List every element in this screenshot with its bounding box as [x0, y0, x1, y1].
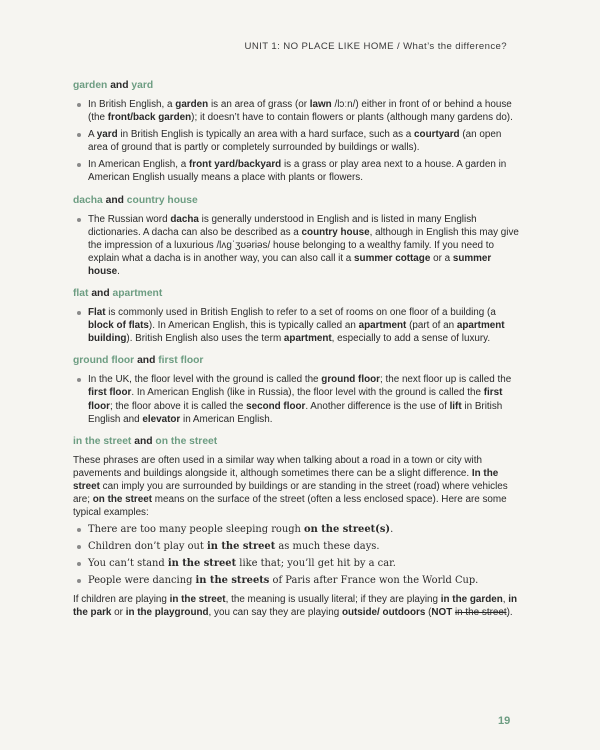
outro-paragraph — [73, 593, 521, 619]
text-run: in British English and — [88, 400, 503, 425]
text-run: and — [131, 435, 156, 447]
text-run: ). In American English, this is typically called an — [148, 320, 359, 332]
section-title — [73, 194, 521, 207]
section-flat-apartment — [73, 287, 521, 345]
text-run: , you can say they are playing — [208, 606, 342, 618]
section-title — [73, 287, 521, 300]
text-run: In British English, a — [88, 99, 176, 110]
text-run: in American English. — [180, 413, 273, 425]
keyword-term: on the street — [155, 435, 218, 447]
page-content — [73, 79, 521, 619]
bold-term: in the street — [169, 593, 226, 605]
keyword-term: first floor — [158, 355, 204, 367]
text-run: In the UK, the floor level with the ground is called the — [88, 374, 322, 386]
text-run: is an area of grass (or — [208, 99, 310, 110]
section-title — [73, 354, 521, 367]
list-item — [73, 574, 521, 587]
bold-term: outside/ outdoors — [341, 606, 426, 618]
text-run: , especially to add a sense of luxury. — [331, 333, 491, 345]
text-run: People were dancing — [88, 575, 196, 587]
text-run: , — [502, 593, 509, 605]
bold-term: country house — [301, 226, 370, 238]
text-run: or a — [430, 252, 453, 264]
section-garden-yard — [73, 79, 521, 185]
bold-term: NOT — [431, 606, 453, 618]
text-run: The Russian word — [88, 213, 171, 225]
bold-term: yard — [96, 129, 118, 141]
keyword-term: dacha — [73, 194, 103, 206]
bold-term: on the street(s) — [304, 524, 391, 536]
bold-term: front/back garden — [107, 112, 192, 124]
text-run: or — [111, 606, 126, 618]
text-run: , the meaning is usually literal; if they are playing — [225, 593, 441, 605]
keyword-term: garden — [73, 80, 108, 91]
bold-term: in the street — [207, 541, 276, 553]
bold-term: front yard/backyard — [189, 159, 282, 171]
bold-term: summer cottage — [354, 252, 431, 264]
keyword-term: apartment — [112, 288, 163, 300]
bullet-list — [73, 98, 521, 185]
bullet-list — [73, 306, 521, 345]
section-ground-first-floor — [73, 354, 521, 425]
bold-term: first floor — [88, 387, 503, 412]
bold-term: In the street — [73, 467, 499, 492]
text-run: and — [107, 80, 132, 91]
bold-term: in the garden — [440, 593, 503, 605]
text-run: A — [88, 129, 97, 141]
list-item — [73, 523, 521, 536]
list-item — [73, 213, 521, 278]
keyword-term: country house — [126, 194, 198, 206]
section-title — [73, 79, 521, 92]
keyword-term: yard — [131, 80, 154, 91]
bullet-list — [73, 213, 521, 278]
bold-term: apartment — [358, 320, 407, 332]
keyword-term: flat — [73, 288, 89, 300]
list-item — [73, 158, 521, 184]
bold-term: block of flats — [88, 320, 149, 332]
text-run: ; the floor above it is called the — [109, 400, 247, 412]
text-run: and — [134, 355, 159, 367]
text-run: . — [117, 265, 120, 277]
text-run: /lɔːn/) either in front of or behind a house (the — [88, 99, 512, 124]
bold-term: Flat — [88, 307, 106, 319]
text-run: ). British English also uses the term — [126, 333, 284, 345]
bold-term: on the street — [92, 493, 153, 505]
bold-term: in the street — [167, 558, 237, 570]
bold-term: in the playground — [125, 606, 209, 618]
text-run: ; the next floor up is called the — [379, 374, 512, 386]
bold-term: in the park — [73, 593, 518, 618]
text-run: (part of an — [406, 320, 457, 332]
text-run: and — [102, 194, 127, 206]
keyword-term: in the street — [73, 435, 132, 447]
bold-term: summer house — [88, 252, 492, 277]
text-run: as much these days. — [275, 541, 380, 553]
section-title — [73, 435, 521, 448]
bold-term: lift — [449, 400, 462, 412]
list-item — [73, 98, 521, 124]
list-item — [73, 557, 521, 570]
list-item — [73, 128, 521, 154]
keyword-term: ground floor — [73, 355, 135, 367]
text-run: . In American English (like in Russia), the floor level with the ground is called the — [131, 387, 484, 399]
running-header: UNIT 1: NO PLACE LIKE HOME / What’s the difference? — [244, 41, 507, 52]
text-run: is commonly used in British English to refer to a set of rooms on one floor of a building (a — [105, 307, 496, 319]
text-run: . — [390, 524, 394, 536]
intro-paragraph — [73, 454, 521, 519]
text-run: These phrases are often used in a similar way when talking about a road in a town or city with pavements and buildings alongside it, although sometimes there can be a slight difference. — [73, 454, 482, 479]
text-run: is generally understood in English and is listed in many English dictionaries. A dacha can also be described as a — [88, 213, 477, 238]
list-item — [73, 540, 521, 553]
text-run: Children don’t play out — [88, 541, 207, 553]
bold-term: elevator — [142, 413, 181, 425]
text-run: is a grass or play area next to a house. A garden in American English usually means a place with plants or flowers. — [88, 159, 507, 184]
text-run: of Paris after France won the World Cup. — [269, 575, 479, 587]
bold-term: in the streets — [195, 575, 270, 587]
text-run: In American English, a — [88, 159, 189, 171]
text-run: . Another difference is the use of — [305, 400, 450, 412]
struck-term: in the street — [454, 606, 507, 618]
section-dacha-country-house — [73, 194, 521, 278]
bold-term: lawn — [309, 99, 332, 110]
list-item — [73, 306, 521, 345]
text-run: in British English is typically an area with a hard surface, such as a — [117, 129, 415, 141]
bold-term: second floor — [246, 400, 306, 412]
text-run: means on the surface of the street (often a less enclosed space). Here are some typical examples: — [73, 493, 507, 519]
bold-term: first floor — [88, 387, 132, 399]
bold-term: garden — [175, 99, 209, 110]
text-run: , although in English this may give the impression of a luxurious /lʌɡˈʒʊəriəs/ house belonging to a wealthy family. If you need to explain what a dacha is in another way, you can also call it a — [88, 226, 519, 264]
bold-term: apartment — [283, 333, 332, 345]
bold-term: dacha — [170, 213, 199, 225]
text-run: ). — [506, 606, 513, 618]
examples-list — [73, 523, 521, 587]
list-item — [73, 373, 521, 425]
text-run: There are too many people sleeping rough — [88, 524, 305, 536]
bold-term: apartment building — [88, 320, 505, 345]
text-run: ( — [425, 606, 432, 618]
section-in-on-street — [73, 435, 521, 619]
text-run: If children are playing — [73, 593, 170, 605]
text-run: ); it doesn’t have to contain flowers or plants (although many gardens do). — [191, 112, 513, 124]
text-run: can imply you are surrounded by buildings or are standing in the street (road) where vehicles are; — [73, 480, 508, 505]
text-run: and — [88, 288, 113, 300]
text-run: (an open area of ground that is partly or completely surrounded by buildings or walls). — [88, 129, 502, 154]
bold-term: ground floor — [321, 374, 380, 386]
text-run: You can’t stand — [88, 558, 168, 570]
text-run: like that; you’ll get hit by a car. — [236, 558, 396, 570]
page-number: 19 — [498, 715, 511, 727]
bold-term: courtyard — [414, 129, 460, 141]
bullet-list — [73, 373, 521, 425]
